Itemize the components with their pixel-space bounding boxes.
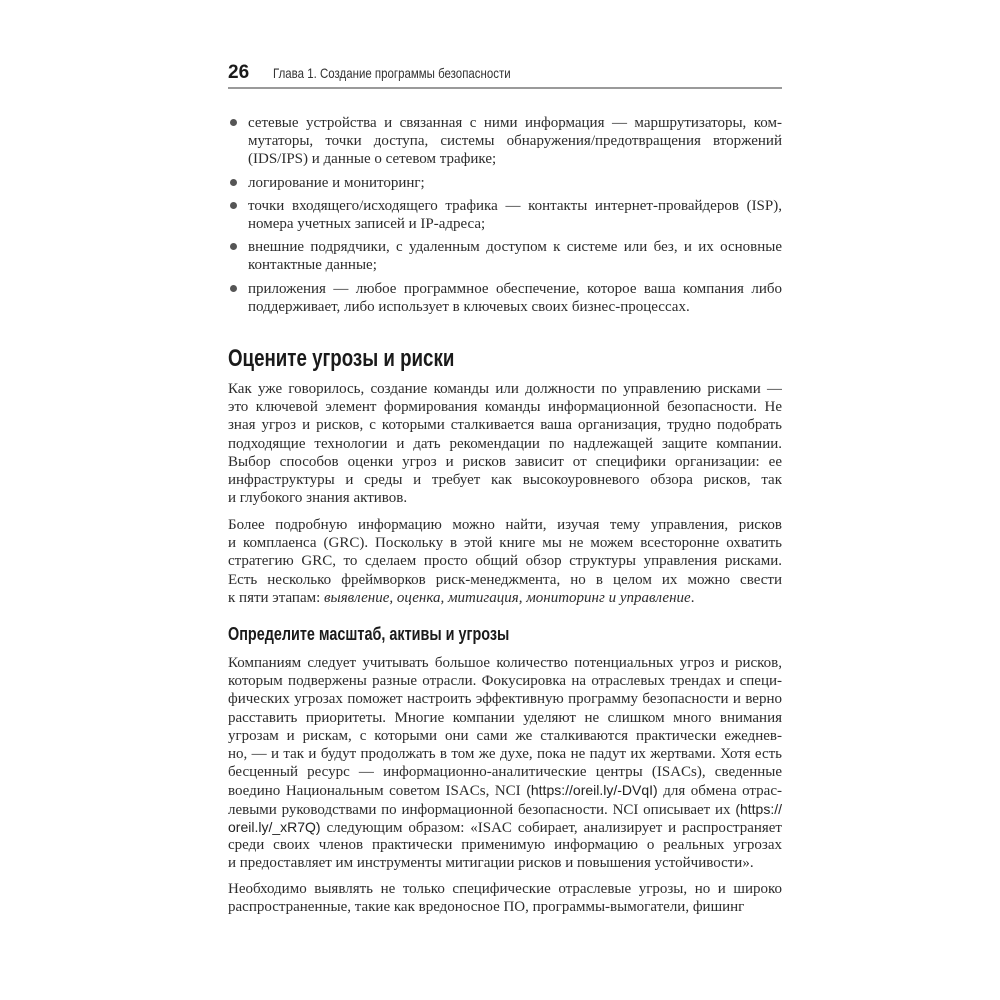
bullet-icon [230,119,237,126]
text-span: для обмена отрас- [657,783,782,800]
list-item [228,174,782,192]
url-link[interactable]: (https://oreil.ly/-DVqI) [526,782,658,799]
list-item [228,238,782,274]
text-line: стратегию GRC, то сделаем просто общий обзор структуры управления рисками. [228,553,782,570]
text-line: зная угроз и рисков, с которыми сталкивается ваша организация, трудно подобрать [228,417,782,434]
text-line: подходящие технологии и дать рекомендации по надлежащей защите компании. [228,435,782,452]
text-line: точки входящего/исходящего трафика — контакты интернет-провайдеров (ISP), [248,197,782,214]
text-line: и глубокого знания активов. [228,490,408,507]
url-link[interactable]: oreil.ly/_xR7Q) [228,818,321,835]
text-line: угрозам и рискам, с которыми они сами же сталкиваются практически ежеднев- [228,727,782,744]
text-line: но, — и так и будут продолжать в том же духе, пока не падут их жертвами. Хотя есть [228,745,782,762]
text-line: и комплаенса (GRC). Поскольку в этой книге мы не можем всесторонне охватить [228,535,782,552]
bullet-list [228,114,782,321]
text-line: которым подвержены разные отрасли. Фокусировка на отраслевых трендах и специ- [228,673,782,690]
text-line [228,818,782,836]
bullet-icon [230,179,237,186]
paragraph [228,380,782,507]
text-line: контактные данные; [248,257,377,274]
italic-text: выявление, оценка, митигация, мониторинг и управление [324,589,691,606]
text-span: . [690,589,695,606]
running-header: Глава 1. Создание программы безопасности [273,65,511,81]
text-line: Необходимо выявлять не только специфические отраслевые угрозы, но и широко [228,881,782,897]
url-link[interactable]: (https:// [735,800,782,817]
text-line: и предоставляет им инструменты митигации рисков и повышения устойчивости». [228,855,754,872]
text-line: номера учетных записей и IP-адреса; [248,215,486,232]
section-heading: Оцените угрозы и риски [228,345,455,372]
text-line: (IDS/IPS) и данные о сетевом трафике; [248,151,497,168]
text-line [228,800,782,818]
list-item [228,197,782,233]
text-span: левыми руководствами по информационной безопасности. NCI описывает их [228,801,736,818]
text-line: распространенные, такие как вредоносное ПО, программы-вымогатели, фишинг [228,899,745,916]
text-span: следующим образом: «ISAC собирает, анализирует и распространяет [320,819,782,836]
text-span: воедино Национальным советом ISACs, NCI [228,783,527,800]
list-item [228,280,782,316]
text-line: логирование и мониторинг; [248,174,425,191]
paragraph [228,654,782,872]
text-line: фических угрозах поможет настроить эффективную программу безопасности и верно [228,691,782,708]
text-line: расставить приоритеты. Многие компании уделяют не слишком много внимания [228,709,782,726]
text-line: среди своих членов практически применимую информацию о реальных угрозах [228,836,782,853]
paragraph [228,880,782,916]
text-line [228,589,782,607]
text-line: внешние подрядчики, с удаленным доступом к системе или без, и их основные [248,239,782,256]
text-line: Как уже говорилось, создание команды или должности по управлению рисками — [228,381,782,397]
text-line: инфраструктуры и среды и требует как высокоуровневого обзора рисков, так [228,471,782,488]
text-line: Есть несколько фреймворков риск-менеджмента, но в целом их можно свести [228,571,782,588]
text-line: это ключевой элемент формирования команды информационной безопасности. Не [228,399,782,416]
text-line: Более подробную информацию можно найти, изучая тему управления, рисков [228,517,782,533]
text-line: Выбор способов оценки угроз и рисков зависит от специфики организации: ее [228,453,782,470]
text-line: поддерживает, либо использует в ключевых своих бизнес-процессах. [248,298,690,315]
page-number: 26 [228,62,250,83]
text-line: приложения — любое программное обеспечение, которое ваша компания либо [248,280,782,297]
text-line: сетевые устройства и связанная с ними информация — маршрутизаторы, ком- [248,115,782,131]
text-line [228,781,782,799]
text-line: мутаторы, точки доступа, системы обнаружения/предотвращения вторжений [248,133,782,150]
bullet-icon [230,202,237,209]
text-line: Компаниям следует учитывать большое количество потенциальных угроз и рисков, [228,655,782,671]
bullet-icon [230,243,237,250]
bullet-icon [230,285,237,292]
text-line: бесценный ресурс — информационно-аналитические центры (ISACs), сведенные [228,764,782,781]
text-span: к пяти этапам: [228,589,325,606]
list-item [228,114,782,169]
subsection-heading: Определите масштаб, активы и угрозы [228,624,510,644]
header-rule [228,87,782,89]
paragraph [228,516,782,607]
